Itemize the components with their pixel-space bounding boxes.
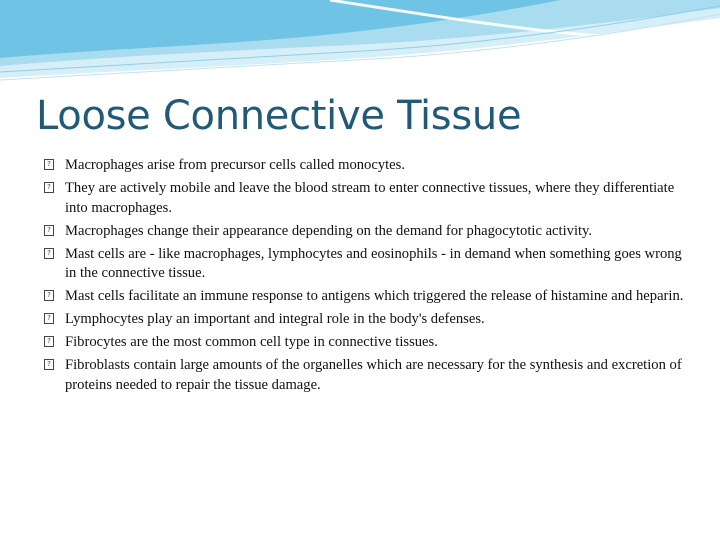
bullet-list — [44, 156, 684, 399]
checkbox-glyph-icon: ? — [44, 290, 54, 301]
bullet-text: Mast cells are - like macrophages, lymphocytes and eosinophils - in demand when something goes wrong in the connective tissue. — [65, 245, 682, 281]
list-item — [44, 310, 684, 330]
list-item — [44, 156, 684, 176]
checkbox-glyph-icon: ? — [44, 182, 54, 193]
bullet-text: Fibroblasts contain large amounts of the organelles which are necessary for the synthesis and excretion of proteins needed to repair the tissue damage. — [65, 357, 682, 393]
bullet-text: They are actively mobile and leave the blood stream to enter connective tissues, where they differentiate into macrophages. — [65, 180, 675, 216]
checkbox-glyph-icon: ? — [44, 248, 54, 259]
list-item — [44, 222, 684, 242]
bullet-text: Macrophages change their appearance depending on the demand for phagocytotic activity. — [65, 222, 593, 239]
checkbox-glyph-icon: ? — [44, 336, 54, 347]
list-item — [44, 356, 684, 395]
checkbox-glyph-icon: ? — [44, 225, 54, 236]
bullet-text: Mast cells facilitate an immune response to antigens which triggered the release of histamine and heparin. — [65, 288, 684, 304]
slide-title: Loose Connective Tissue — [36, 93, 522, 139]
bullet-text: Lymphocytes play an important and integral role in the body's defenses. — [65, 311, 485, 327]
list-item — [44, 333, 684, 353]
checkbox-glyph-icon: ? — [44, 313, 54, 324]
bullet-text: Macrophages arise from precursor cells called monocytes. — [65, 157, 405, 173]
list-item — [44, 287, 684, 307]
list-item — [44, 245, 684, 284]
checkbox-glyph-icon: ? — [44, 359, 54, 370]
list-item — [44, 179, 684, 218]
bullet-text: Fibrocytes are the most common cell type in connective tissues. — [65, 334, 438, 350]
checkbox-glyph-icon: ? — [44, 159, 54, 170]
header-wave-decoration — [0, 0, 720, 90]
